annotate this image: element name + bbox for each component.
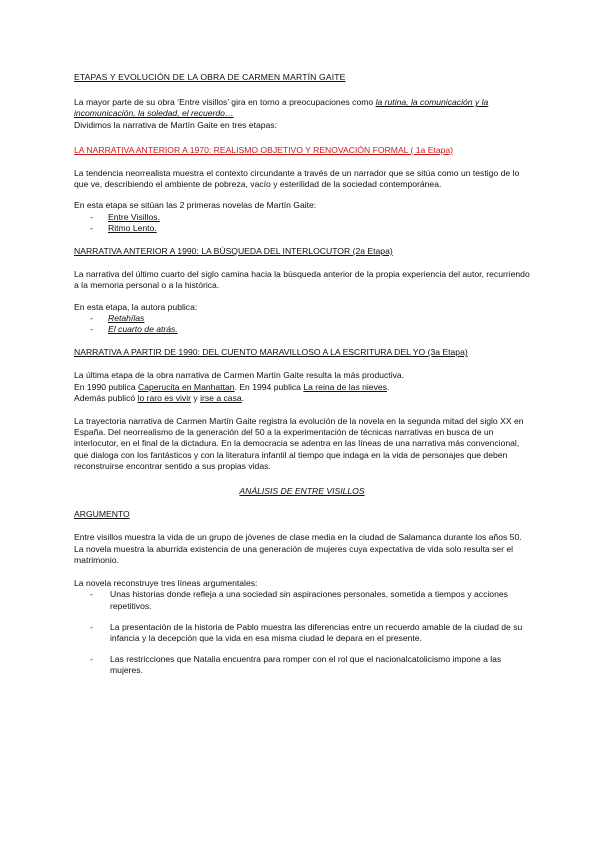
text-run: Además publicó <box>74 392 138 403</box>
stage1-heading: LA NARRATIVA ANTERIOR A 1970: REALISMO OBJETIVO Y RENOVACIÓN FORMAL ( 1a Etapa) <box>74 144 454 155</box>
book-title: lo raro es vivir <box>137 392 192 403</box>
stage3-line2 <box>74 382 530 393</box>
intro-paragraph <box>74 97 530 119</box>
book-title: Entre Visillos. <box>108 211 160 222</box>
argument-lead: La novela reconstruye tres líneas argumentales: <box>74 578 258 589</box>
text-run: . En 1994 publica <box>234 381 304 392</box>
book-title: Retahílas <box>108 312 145 323</box>
stage2-heading: NARRATIVA ANTERIOR A 1990: LA BÚSQUEDA DEL INTERLOCUTOR (2a Etapa) <box>74 246 393 257</box>
list-item: - Unas historias donde refleja a una sociedad sin aspiraciones personales, sometida a tiempos y acciones repetitivos. <box>90 589 530 611</box>
stage3-line1: La última etapa de la obra narrativa de Carmen Martín Gaite resulta la más productiva. <box>74 370 405 381</box>
stage3-heading: NARRATIVA A PARTIR DE 1990: DEL CUENTO MARAVILLOSO A LA ESCRITURA DEL YO (3a Etapa) <box>74 347 468 358</box>
argument-heading: ARGUMENTO <box>74 509 130 520</box>
stage2-lead: En esta etapa, la autora publica: <box>74 301 198 312</box>
document-title: ETAPAS Y EVOLUCIÓN DE LA OBRA DE CARMEN MARTÍN GAITE <box>74 72 346 82</box>
text-run: . <box>241 392 245 403</box>
stage1-text: La tendencia neorrealista muestra el contexto circundante a través de un narrador que se sitúa como un testigo de lo que ve, describiendo el ambiente de pobreza, vacío y esterilidad de la sociedad contemporánea. <box>74 168 520 190</box>
book-title: irse a casa <box>200 392 242 403</box>
text-run: En 1990 publica <box>74 381 139 392</box>
list-item <box>90 313 530 324</box>
analysis-heading: ANÁLISIS DE ENTRE VISILLOS <box>239 486 365 497</box>
text-run: . <box>386 381 390 392</box>
stage3-line3 <box>74 393 530 404</box>
stage2-text: La narrativa del último cuarto del siglo camina hacia la búsqueda anterior de la propia experiencia del autor, recurriendo a la memoria personal o a la histórica. <box>74 269 530 291</box>
list-item: - Las restricciones que Natalia encuentra para romper con el rol que el nacionalcatolicismo impone a las mujeres. <box>90 654 530 676</box>
intro-themes: la rutina, la comunicación y la incomunicación, la soledad, el recuerdo… <box>74 97 489 119</box>
intro-division: Dividimos la narrativa de Martín Gaite en tres etapas: <box>74 119 277 130</box>
book-title: La reina de las nieves <box>303 381 387 392</box>
stage1-list <box>74 212 530 234</box>
argument-text: Entre visillos muestra la vida de un grupo de jóvenes de clase media en la ciudad de Salamanca durante los años 50. La novela muestra la aburrida existencia de una generación de mujeres cuya expectativa de vida solo resulta ser el matrimonio. <box>74 532 522 565</box>
text-run: y <box>191 392 201 403</box>
stage1-lead: En esta etapa se sitúan las 2 primeras novelas de Martín Gaite: <box>74 200 317 211</box>
list-item <box>90 223 530 234</box>
book-title: Ritmo Lento. <box>108 222 157 233</box>
intro-text: La mayor parte de su obra ‘Entre visillos’ gira en torno a preocupaciones como <box>74 97 376 108</box>
book-title: Caperucita en Manhattan <box>138 381 235 392</box>
argument-lines-list <box>74 589 530 676</box>
list-item <box>90 324 530 335</box>
stage2-list <box>74 313 530 335</box>
book-title: El cuarto de atrás. <box>108 324 178 335</box>
stage3-summary: La trayectoria narrativa de Carmen Martín Gaite registra la evolución de la novela en la segunda mitad del siglo XX en España. Del neorrealismo de la generación del 50 a la experimentación de técnicas narrativas en busca de un interlocutor, en el final de la dictadura. En la democracia se adentra en las líneas de una narrativa más convencional, que dialoga con los fantásticos y con la literatura infantil al tiempo que indaga en la vida de personajes que deben reconstruirse encontrar sentido a sus propias vidas. <box>74 416 524 471</box>
list-item: - La presentación de la historia de Pablo muestra las diferencias entre un recuerdo amable de la ciudad de su infancia y la decepción que la vida en esa misma ciudad le depara en el presente. <box>90 622 530 644</box>
list-item <box>90 212 530 223</box>
